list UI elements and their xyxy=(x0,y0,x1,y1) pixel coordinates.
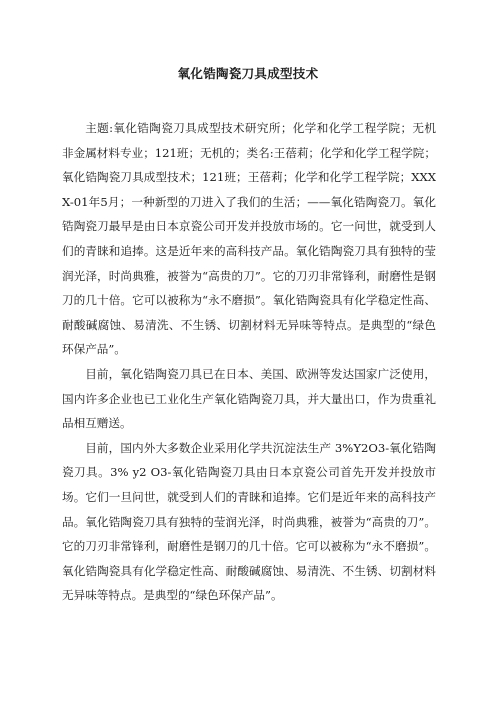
document-body xyxy=(62,116,436,608)
paragraph-production-method: 目前，国内外大多数企业采用化学共沉淀法生产 3%Y2O3-氧化锆陶瓷刀具。3% y2 O3-氧化锆陶瓷刀具由日本京瓷公司首先开发并投放市场。它们一旦问世，就受到人们的青睐和追捧。它们是近年来的高科技产品。氧化锆陶瓷刀具有独特的莹润光泽，时尚典雅，被誉为“高贵的刀”。它的刀刃非常锋利，耐磨性是钢刀的几十倍。它可以被称为“永不磨损”。氧化锆陶瓷具有化学稳定性高、耐酸碱腐蚀、易清洗、不生锈、切割材料无异味等特点。是典型的“绿色环保产品”。 xyxy=(62,440,436,603)
paragraph-current-usage: 目前，氧化锆陶瓷刀具已在日本、美国、欧洲等发达国家广泛使用，国内许多企业也已工业化生产氧化锆陶瓷刀具，并大量出口，作为贵重礼品相互赠送。 xyxy=(62,366,436,431)
paragraph-intro: 主题:氧化锆陶瓷刀具成型技术研究所；化学和化学工程学院；无机非金属材料专业；121班；无机的；类名:王蓓莉；化学和化学工程学院；氧化锆陶瓷刀具成型技术；121班；王蓓莉；化学和化学工程学院；XXXX-01年5月；一种新型的刀进入了我们的生活；——氧化锆陶瓷刀。氧化锆陶瓷刀最早是由日本京瓷公司开发并投放市场的。它一问世，就受到人们的青睐和追捧。这是近年来的高科技产品。氧化锆陶瓷刀具有独特的莹润光泽，时尚典雅，被誉为“高贵的刀”。它的刀刃非常锋利，耐磨性是钢刀的几十倍。它可以被称为“永不磨损”。氧化锆陶瓷具有化学稳定性高、耐酸碱腐蚀、易清洗、不生锈、切割材料无异味等特点。是典型的“绿色环保产品”。 xyxy=(62,121,436,357)
document-title: 氧化锆陶瓷刀具成型技术 xyxy=(177,66,319,81)
